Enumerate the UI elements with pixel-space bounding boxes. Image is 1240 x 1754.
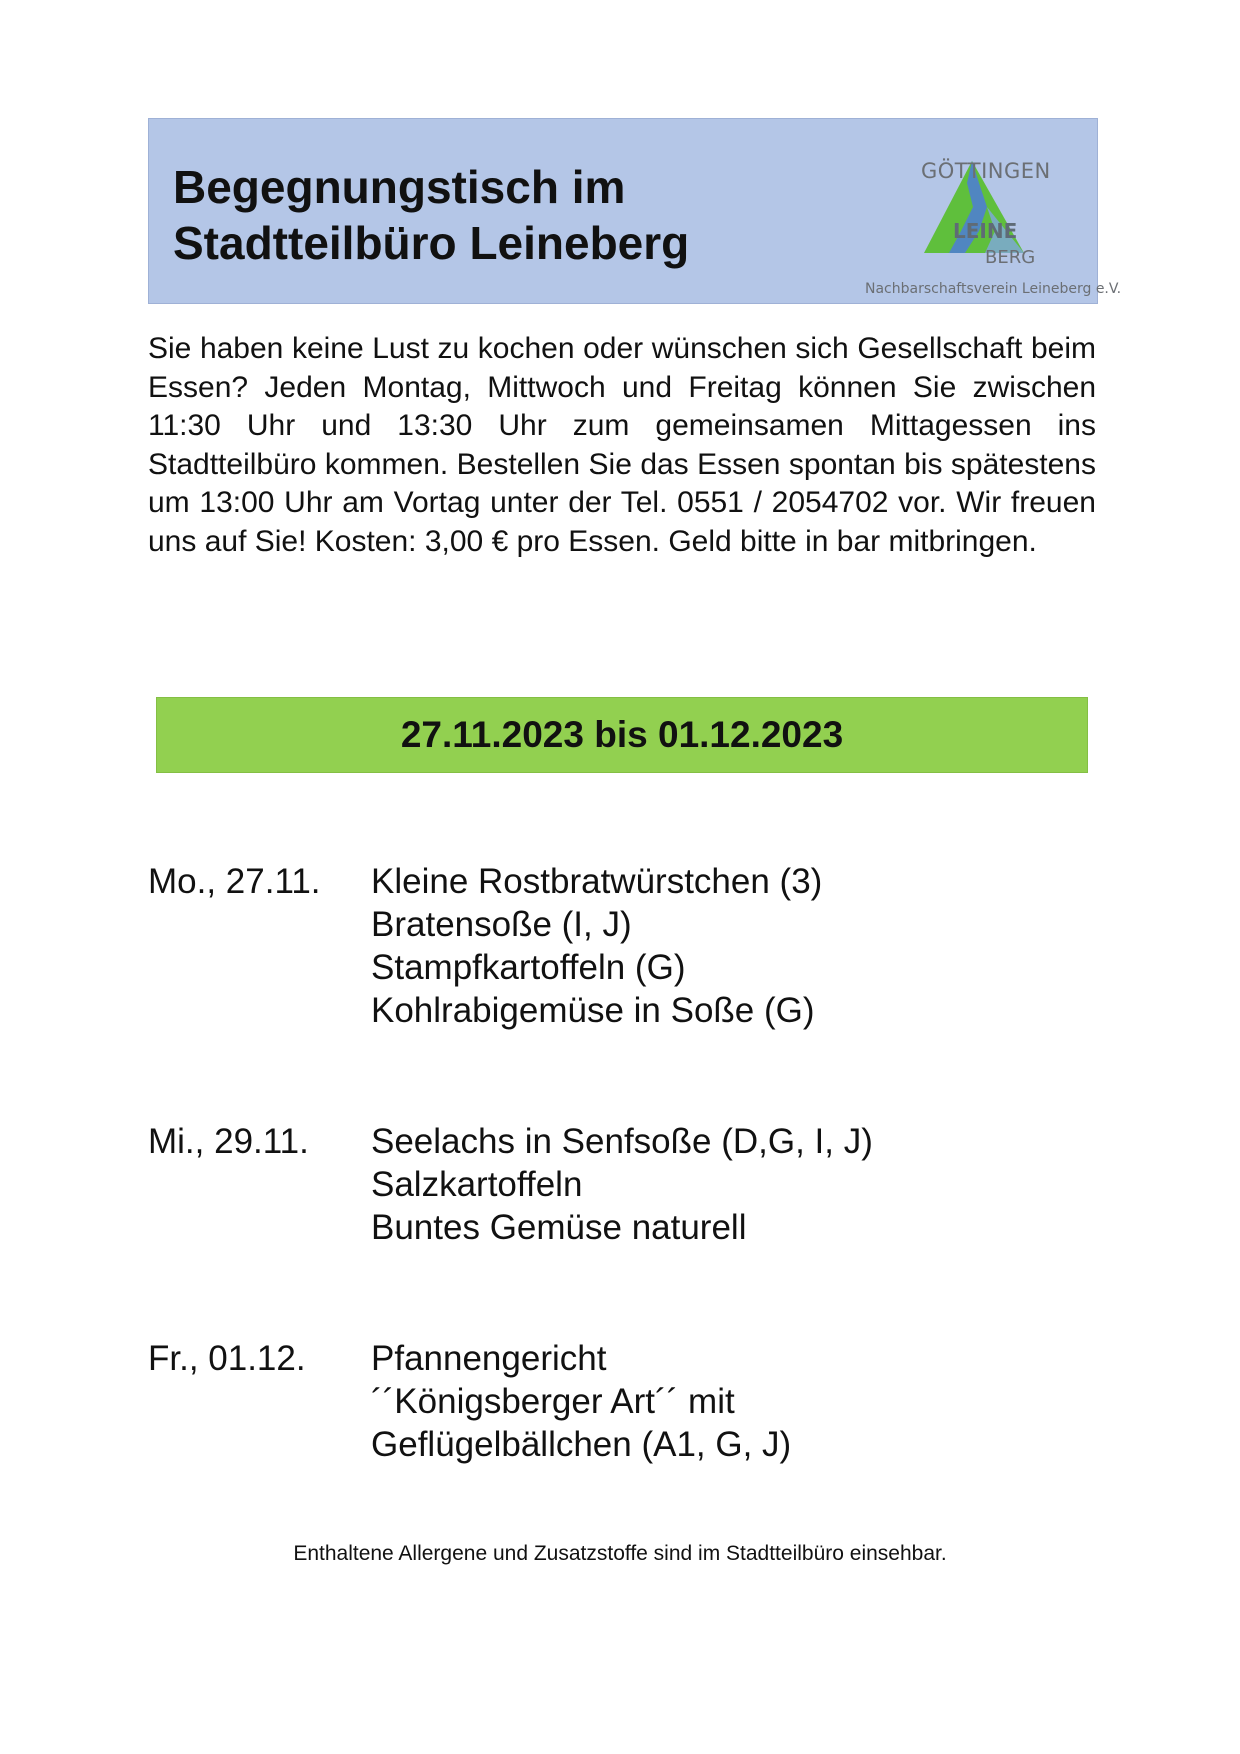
dish-item: Kleine Rostbratwürstchen (3) (371, 862, 823, 901)
dish-item: Kohlrabigemüse in Soße (G) (371, 991, 815, 1030)
dish-item: Stampfkartoffeln (G) (371, 948, 686, 987)
header-box (148, 118, 1122, 304)
dish-item: Salzkartoffeln (371, 1165, 583, 1204)
dish-item: Bratensoße (I, J) (371, 905, 632, 944)
dish-list (371, 860, 822, 1032)
nachbarschaftsverein-logo (789, 135, 1122, 297)
dish-item: Geflügelbällchen (A1, G, J) (371, 1425, 792, 1464)
dish-item: ´´Königsberger Art´´ mit (371, 1382, 735, 1421)
title-line-1: Begegnungstisch im (173, 161, 626, 213)
page-title (173, 159, 689, 271)
intro-paragraph: Sie haben keine Lust zu kochen oder wünschen sich Gesellschaft beim Essen? Jeden Montag, Mittwoch und Freitag können Sie zwischen 11:30 Uhr und 13:30 Uhr zum gemeinsamen Mittagessen ins Stadtteilbüro kommen. Bestellen Sie das Essen spontan bis spätestens um 13:00 Uhr am Vortag unter der Tel. 0551 / 2054702 vor. Wir freuen uns auf Sie! Kosten: 3,00 € pro Essen. Geld bitte in bar mitbringen. (148, 332, 1096, 558)
dish-item: Pfannengericht (371, 1339, 607, 1378)
week-range-banner: 27.11.2023 bis 01.12.2023 (156, 697, 1088, 773)
dish-list (371, 1120, 873, 1249)
title-line-2: Stadtteilbüro Leineberg (173, 217, 690, 269)
logo-goettingen: GÖTTINGEN (921, 159, 1051, 183)
logo-leine: LEINE (953, 219, 1018, 243)
logo-berg: BERG (985, 247, 1036, 268)
dish-list (371, 1337, 791, 1466)
dish-item: Seelachs in Senfsoße (D,G, I, J) (371, 1122, 873, 1161)
day-label: Mi., 29.11. (148, 1122, 309, 1161)
day-label: Mo., 27.11. (148, 862, 321, 901)
logo-caption: Nachbarschaftsverein Leineberg e.V. (865, 281, 1122, 297)
day-label: Fr., 01.12. (148, 1339, 306, 1378)
dish-item: Buntes Gemüse naturell (371, 1208, 747, 1247)
allergen-note: Enthaltene Allergene und Zusatzstoffe sind im Stadtteilbüro einsehbar. (293, 1542, 947, 1565)
